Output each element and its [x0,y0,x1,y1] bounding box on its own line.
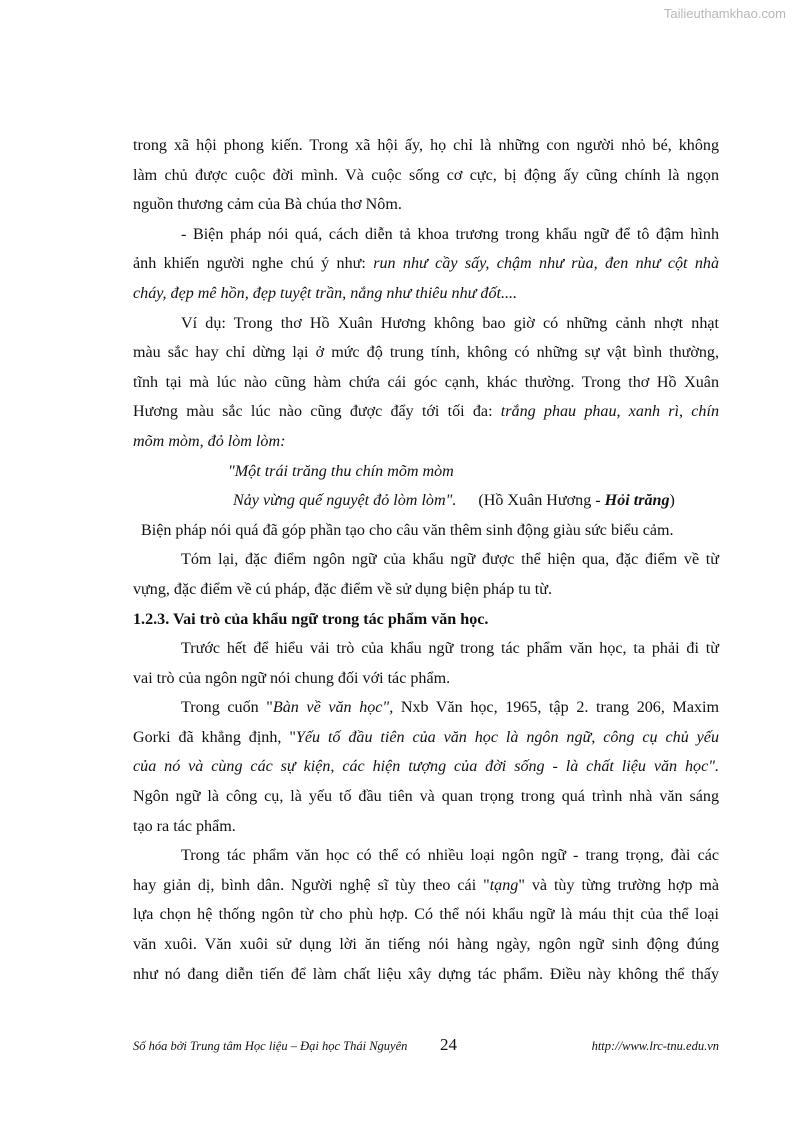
text-line: làm chủ được cuộc đời mình. Và cuộc sống cơ cực, bị động ấy cũng chính là ngọn [133,166,719,184]
text-line: như nó đang diễn tiến để làm chất liệu xây dựng tác phẩm. Điều này không thể thấy [133,965,719,983]
poem-source: (Hồ Xuân Hương - Hỏi trăng) [478,492,675,510]
text-line: Trong tác phẩm văn học có thể có nhiều loại ngôn ngữ - trang trọng, đài các [181,847,719,865]
text-line: Trong cuốn "Bàn về văn học", Nxb Văn học, 1965, tập 2. trang 206, Maxim [181,699,719,717]
text-line: của nó và cùng các sự kiện, các hiện tượng của đời sống - là chất liệu văn học". [133,758,719,776]
poem-line: Nảy vừng quế nguyệt đỏ lòm lòm". (Hồ Xuân Hương - Hỏi trăng) [233,492,675,510]
text-line: Tóm lại, đặc điểm ngôn ngữ của khẩu ngữ được thể hiện qua, đặc điểm về từ [181,551,719,569]
footer-url: http://www.lrc-tnu.edu.vn [591,1039,719,1053]
text-line: cháy, đẹp mê hồn, đẹp tuyệt trần, nắng như thiêu như đốt.... [133,284,518,302]
text-line: mõm mòm, đỏ lòm lòm: [133,432,286,450]
text-line: lựa chọn hệ thống ngôn từ cho phù hợp. Có thể nói khẩu ngữ là máu thịt của thể loại [133,906,719,924]
text-line: Ngôn ngữ là công cụ, là yếu tố đầu tiên và quan trọng trong quá trình nhà văn sáng [133,788,719,806]
text-line: - Biện pháp nói quá, cách diễn tả khoa trương trong khẩu ngữ để tô đậm hình [181,225,719,243]
text-line: vai trò của ngôn ngữ nói chung đối với tác phẩm. [133,669,451,687]
footer-publisher: Số hóa bởi Trung tâm Học liệu – Đại học Thái Nguyên [133,1039,408,1053]
text-line: trong xã hội phong kiến. Trong xã hội ấy, họ chỉ là những con người nhỏ bé, không [133,137,719,154]
text-line: Trước hết để hiểu vải trò của khẩu ngữ trong tác phẩm văn học, ta phải đi từ [181,640,719,658]
text-line: văn xuôi. Văn xuôi sử dụng lời ăn tiếng nói hàng ngày, ngôn ngữ sinh động đúng [133,936,719,954]
text-line: Biện pháp nói quá đã góp phần tạo cho câu văn thêm sinh động giàu sức biểu cảm. [141,521,674,539]
document-body [133,131,719,989]
watermark: Tailieuthamkhao.com [663,6,786,21]
text-line: vựng, đặc điểm về cú pháp, đặc điểm về sử dụng biện pháp tu từ. [133,580,553,598]
poem-line: "Một trái trăng thu chín mõm mòm [228,462,454,480]
page-footer [133,1037,719,1061]
text-line: Gorki đã khẳng định, "Yếu tố đầu tiên của văn học là ngôn ngữ, công cụ chủ yếu [133,728,719,746]
text-line: tạo ra tác phẩm. [133,817,236,835]
text-line: ảnh khiến người nghe chú ý như: run như cầy sấy, chậm như rùa, đen như cột nhà [133,255,720,273]
page-number: 24 [440,1035,457,1054]
text-line: Hương màu sắc lúc nào cũng được đẩy tới tối đa: trắng phau phau, xanh rì, chín [133,403,719,421]
text-line: màu sắc hay chỉ dừng lại ở mức độ trung tính, không có những sự vật bình thường, [133,344,719,362]
section-heading: 1.2.3. Vai trò của khẩu ngữ trong tác phẩm văn học. [133,610,489,628]
text-line: hay giản dị, bình dân. Người nghệ sĩ tùy theo cái "tạng" và tùy từng trường hợp mà [133,876,719,894]
text-line: nguồn thương cảm của Bà chúa thơ Nôm. [133,196,402,214]
text-line: tĩnh tại mà lúc nào cũng hàm chứa cái góc cạnh, khác thường. Trong thơ Hồ Xuân [133,373,719,391]
text-line: Ví dụ: Trong thơ Hồ Xuân Hương không bao giờ có những cảnh nhợt nhạt [181,314,719,332]
